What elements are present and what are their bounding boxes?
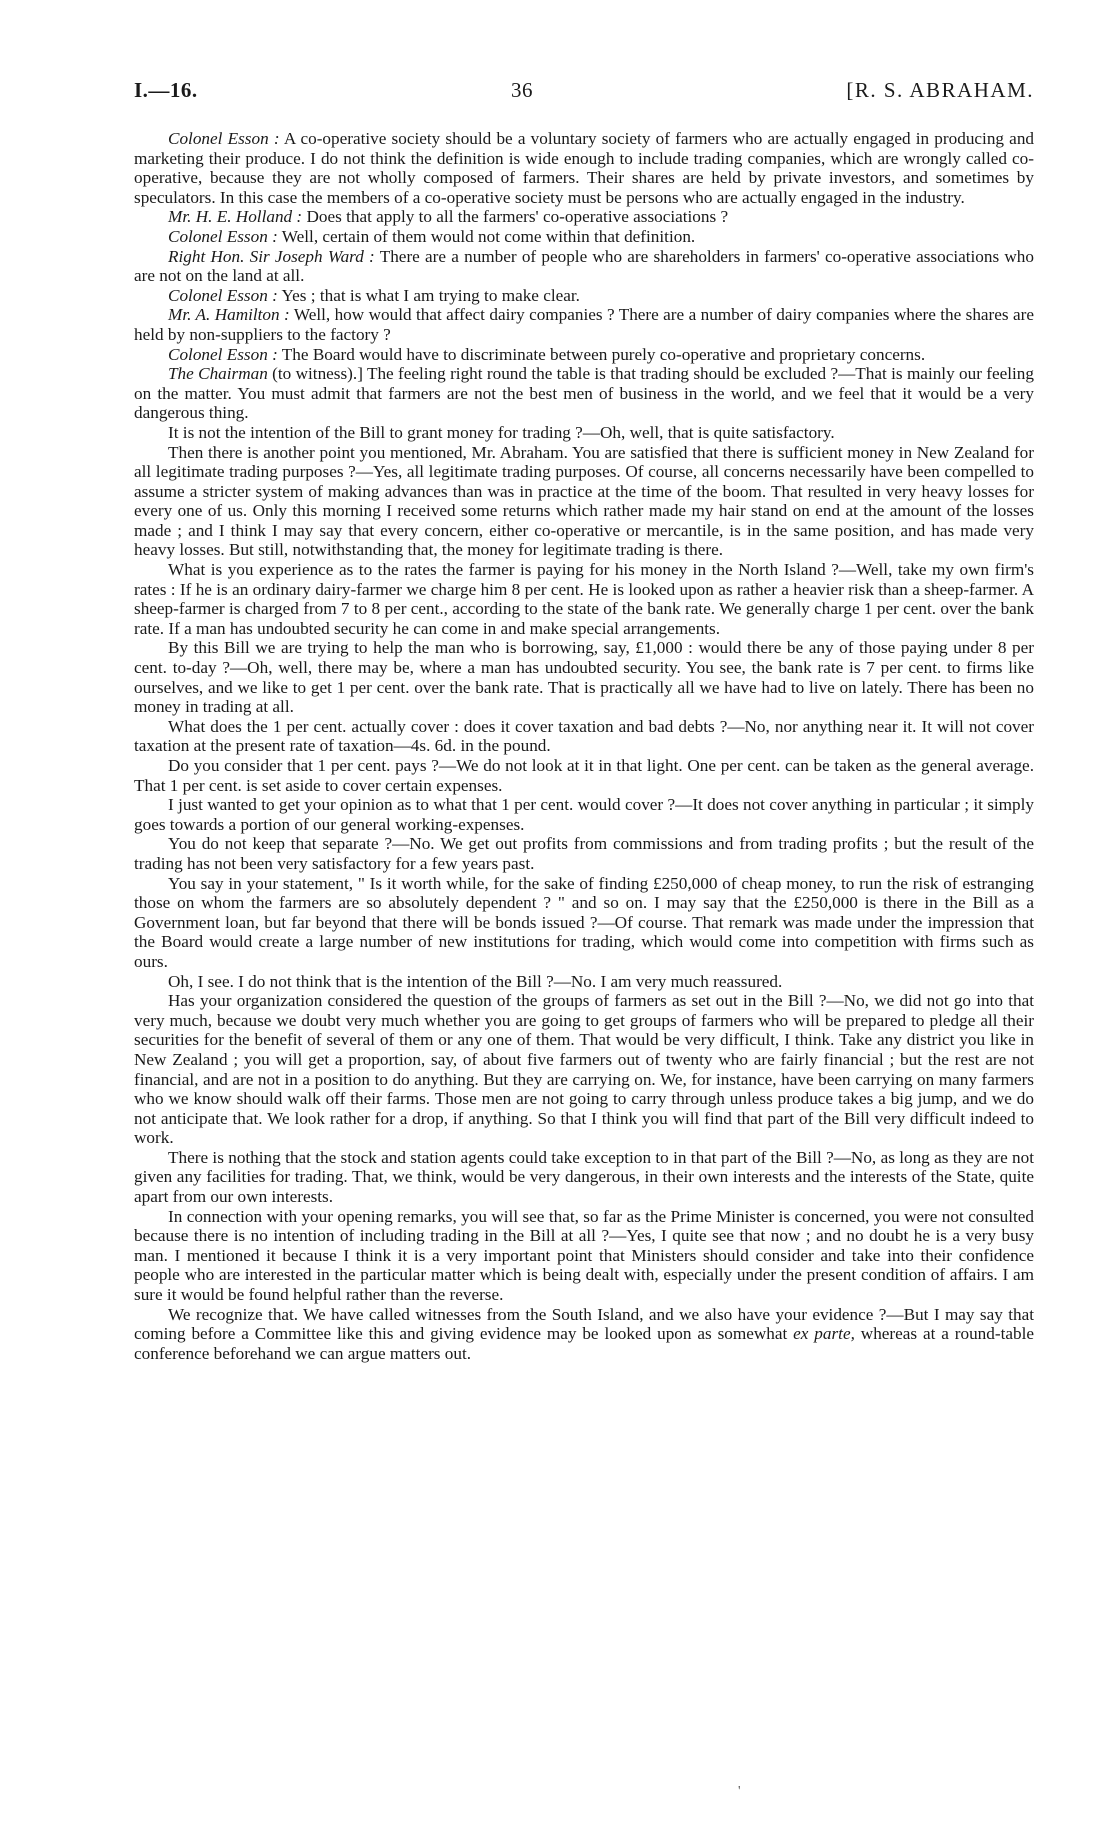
paragraph-text: You say in your statement, " Is it worth while, for the sake of finding £250,000 of cheap money, to run the risk of estranging those on whom the farmers are so absolutely dependent ? " and so on. I may say that the £250,000 is there in the Bill as a Government loan, but far beyond that there will be bonds issued ?—Of course. That remark was made under the impression that the Board would create a large number of new institutions for trading, which would come into competition with firms such as ours. (134, 873, 1034, 971)
paragraph-text: Does that apply to all the farmers' co-operative associations ? (302, 207, 729, 227)
witness-name: [R. S. ABRAHAM. (846, 78, 1034, 102)
paragraph (134, 423, 1034, 443)
paragraph-text: There are a number of people who are shareholders in farmers' co-operative associations who are not on the land at all. (134, 246, 1034, 286)
paragraph (134, 286, 1034, 306)
speaker-name: Mr. H. E. Holland : (168, 207, 303, 227)
paragraph (134, 345, 1034, 365)
paragraph-text: Do you consider that 1 per cent. pays ?—We do not look at it in that light. One per cent. can be taken as the general average. That 1 per cent. is set aside to cover certain expenses. (134, 756, 1034, 795)
paragraph-text: By this Bill we are trying to help the man who is borrowing, say, £1,000 : would there be any of those paying under 8 per cent. to-day ?—Oh, well, there may be, where a man has undoubted security. You see, the bank rate is 7 per cent. to firms like ourselves, and we like to get 1 per cent. over the bank rate. That is practically all we have had to live on lately. There has been no money in trading at all. (134, 638, 1034, 717)
paragraph-text: Yes ; that is what I am trying to make clear. (277, 285, 580, 305)
footer-mark: ' (738, 1784, 741, 1799)
paragraph-text: What does the 1 per cent. actually cover : does it cover taxation and bad debts ?—No, nor anything near it. It will not cover taxation at the present rate of taxation—4s. 6d. in the pound. (134, 716, 1034, 756)
speaker-name: Right Hon. Sir Joseph Ward : (168, 246, 375, 266)
paragraph-text: There is nothing that the stock and station agents could take exception to in that part of the Bill ?—No, as long as they are not given any facilities for trading. That, we think, would be very dangerous, in their own interests and the interests of the State, quite apart from our own interests. (134, 1147, 1034, 1207)
paragraph-text: Oh, I see. I do not think that is the intention of the Bill ?—No. I am very much reassured. (168, 971, 783, 991)
page-header (134, 78, 1034, 103)
speaker-name: Mr. A. Hamilton : (168, 305, 290, 325)
paragraph-text: Well, how would that affect dairy companies ? There are a number of dairy companies where the shares are held by non-suppliers to the factory ? (134, 305, 1034, 344)
paragraph-text: Then there is another point you mentioned, Mr. Abraham. You are satisfied that there is sufficient money in New Zealand for all legitimate trading purposes ?—Yes, all legitimate trading purposes. Of course, all concerns necessarily have been compelled to assume a stricter system of making advances than was in practice at the time of the boom. That resulted in very heavy losses for every one of us. Only this morning I received some returns which rather made my hair stand on end at the amount of the losses made ; and I think I may say that every concern, either co-operative or mercantile, is in the same position, and has made very heavy losses. But still, notwithstanding that, the money for legitimate trading is there. (134, 442, 1034, 560)
paragraph-text: Well, certain of them would not come within that definition. (277, 226, 696, 246)
paragraph (134, 795, 1034, 834)
paragraph (134, 874, 1034, 972)
paragraph-text: A co-operative society should be a voluntary society of farmers who are actually engaged in producing and marketing their produce. I do not think the definition is wide enough to include trading companies, which are wrongly called co-operative, because they are not wholly composed of farmers. Their shares are held by private investors, and sometimes by speculators. In this case the members of a co-operative society must be persons who are actually engaged in the industry. (134, 129, 1035, 207)
paragraph (134, 207, 1034, 227)
paragraph (134, 638, 1034, 716)
document-body (134, 129, 1034, 1363)
paragraph-text: Has your organization considered the question of the groups of farmers as set out in the Bill ?—No, we did not go into that very much, because we doubt very much whether you are going to get groups of farmers who will be prepared to pledge all their securities for the benefit of several of them or any one of them. That would be very difficult, I think. Take any district you like in New Zealand ; you will get a proportion, say, of about five farmers out of twenty who are fairly financial ; but the rest are not financial, and are not in a position to do anything. But they are carrying on. We, for instance, have been carrying on many farmers who we know should walk off their farms. Those men are not going to carry through unless produce takes a big jump, and we do not anticipate that. We look rather for a drop, if anything. So that I think you will find that part of the Bill very difficult indeed to work. (134, 991, 1034, 1148)
paragraph (134, 247, 1034, 286)
paragraph (134, 1148, 1034, 1207)
paragraph (134, 364, 1034, 423)
paragraph (134, 972, 1034, 992)
paragraph-text: (to witness).] The feeling right round the table is that trading should be excluded ?—That is mainly our feeling on the matter. You must admit that farmers are not the best men of business in the world, and we feel that it would be a very dangerous thing. (134, 364, 1034, 423)
italic-phrase: ex parte, (793, 1324, 855, 1344)
paragraph-text: What is you experience as to the rates the farmer is paying for his money in the North Island ?—Well, take my own firm's rates : If he is an ordinary dairy-farmer we charge him 8 per cent. He is looked upon as rather a heavier risk than a sheep-farmer. A sheep-farmer is charged from 7 to 8 per cent., according to the state of the bank rate. We generally charge 1 per cent. over the bank rate. If a man has undoubted security he can come in and make special arrangements. (134, 560, 1034, 638)
paragraph-text: The Board would have to discriminate between purely co-operative and proprietary concerns. (277, 344, 926, 364)
paragraph (134, 717, 1034, 756)
paragraph (134, 756, 1034, 795)
paragraph (134, 227, 1034, 247)
paragraph (134, 443, 1034, 561)
paragraph-text: In connection with your opening remarks, you will see that, so far as the Prime Minister is concerned, you were not consulted because there is no intention of including trading in the Bill at all ?—Yes, I quite see that now ; and no doubt he is a very busy man. I mentioned it because I think it is a very important point that Ministers should consider and take into their confidence people who are interested in the particular matter which is being dealt with, especially under the present condition of affairs. I am sure it would be found helpful rather than the reverse. (134, 1206, 1034, 1305)
paragraph-text: You do not keep that separate ?—No. We get out profits from commissions and from trading profits ; but the result of the trading has not been very satisfactory for a few years past. (134, 834, 1034, 873)
page-number: 36 (511, 78, 534, 102)
paragraph-text: We recognize that. We have called witnesses from the South Island, and we also have your evidence ?—But I may say that coming before a Committee like this and giving evidence may be looked upon as somewhat (134, 1304, 1034, 1344)
paragraph (134, 305, 1034, 344)
paragraph (134, 1207, 1034, 1305)
document-page (134, 78, 1034, 1363)
speaker-name: Colonel Esson : (168, 226, 278, 246)
paragraph-text-tail: whereas at a round-table conference beforehand we can argue matters out. (134, 1324, 1034, 1363)
speaker-name: Colonel Esson : (168, 285, 278, 305)
paragraph (134, 991, 1034, 1148)
paragraph (134, 129, 1034, 207)
document-reference: I.—16. (134, 78, 198, 102)
paragraph (134, 560, 1034, 638)
speaker-name: Colonel Esson : (168, 129, 280, 148)
paragraph-text: I just wanted to get your opinion as to what that 1 per cent. would cover ?—It does not cover anything in particular ; it simply goes towards a portion of our general working-expenses. (134, 795, 1034, 834)
paragraph-text: It is not the intention of the Bill to grant money for trading ?—Oh, well, that is quite satisfactory. (168, 422, 835, 442)
speaker-name: Colonel Esson : (168, 344, 278, 364)
paragraph (134, 1305, 1034, 1364)
paragraph (134, 834, 1034, 873)
speaker-name: The Chairman (168, 364, 268, 384)
